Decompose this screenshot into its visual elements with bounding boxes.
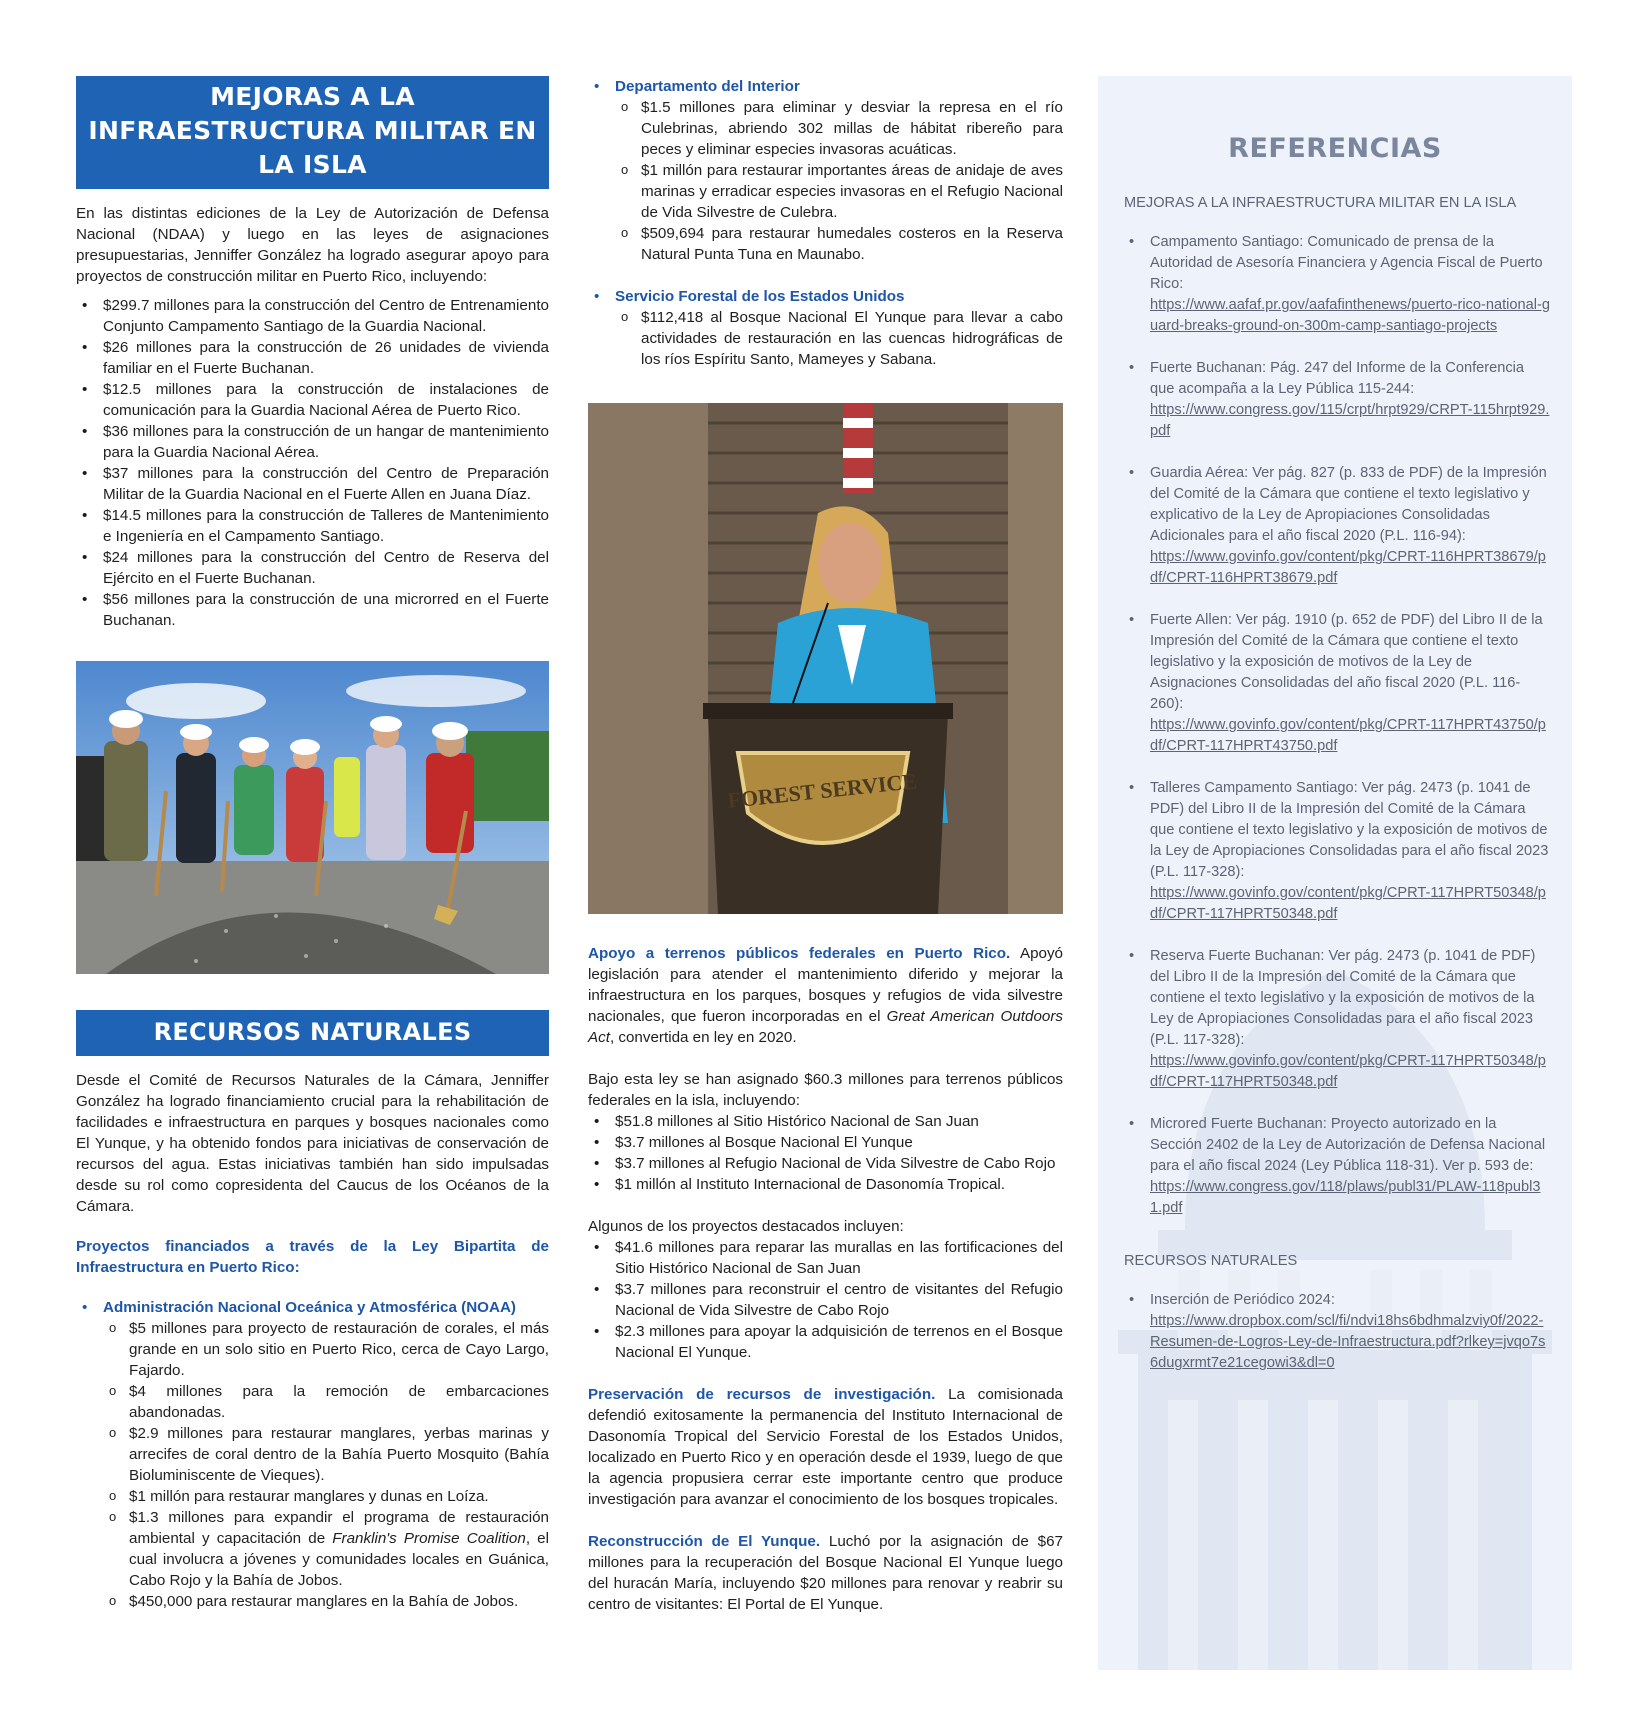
reference-item — [1124, 1114, 1550, 1219]
forest-label: Servicio Forestal de los Estados Unidos — [615, 288, 905, 305]
reference-link[interactable]: https://www.congress.gov/118/plaws/publ31/PLAW-118publ31.pdf — [1150, 1179, 1541, 1216]
references-content — [1098, 133, 1572, 1374]
reference-link[interactable]: https://www.aafaf.pr.gov/aafafinthenews/puerto-rico-national-guard-breaks-ground-on-300m-camp-santiago-projects — [1150, 297, 1550, 334]
list-item: • $299.7 millones para la construcción del Centro de Entrenamiento Conjunto Campamento Santiago de la Guardia Nacional. — [76, 295, 549, 337]
reference-text: Talleres Campamento Santiago: Ver pág. 2473 (p. 1041 de PDF) del Libro II de la Impresión del Comité de la Cámara que contiene el texto legislativo y la exposición de motivos de la Ley de Apropiaciones Consolidadas para el año fiscal 2023 (P.L. 117-328): — [1150, 780, 1549, 880]
list-item: • $24 millones para la construcción del Centro de Reserva del Ejército en el Fuerte Buchanan. — [76, 547, 549, 589]
list-item: o $450,000 para restaurar manglares en la Bahía de Jobos. — [103, 1591, 549, 1612]
reference-item — [1124, 358, 1550, 442]
reference-text: Reserva Fuerte Buchanan: Ver pág. 2473 (p. 1041 de PDF) del Libro II de la Impresión del Comité de la Cámara que contiene el texto legislativo y la exposición de motivos de la Ley de Apropiaciones Consolidadas para el año fiscal 2023 (P.L. 117-328): — [1150, 948, 1536, 1048]
interior-label: Departamento del Interior — [615, 78, 800, 95]
reference-text: Fuerte Buchanan: Pág. 247 del Informe de la Conferencia que acompaña a la Ley Pública 115-244: — [1150, 360, 1525, 397]
reference-item — [1124, 946, 1550, 1093]
lands-text1: Apoyó legislación para atender el mantenimiento diferido y mejorar la infraestructura en los parques, bosques y refugios de vida silvestre nacionales, que fueron incorporadas en el — [588, 945, 1064, 1025]
references-natural-heading: RECURSOS NATURALES — [1124, 1253, 1298, 1269]
natural-intro: Desde el Comité de Recursos Naturales de la Cámara, Jenniffer González ha logrado financiamiento crucial para la rehabilitación de facilidades e infraestructura en parques y bosques nacionales como El Yunque, y ha obtenido fondos para iniciativas de conservación de recursos del agua. Estas iniciativas también han sido impulsadas desde su rol como copresidenta del Caucus de los Océanos de la Cámara. — [76, 1072, 549, 1215]
podium-photo-illustration — [588, 403, 1063, 914]
references-infra-heading: MEJORAS A LA INFRAESTRUCTURA MILITAR EN LA ISLA — [1124, 195, 1517, 211]
reference-link[interactable]: https://www.govinfo.gov/content/pkg/CPRT-117HPRT43750/pdf/CPRT-117HPRT43750.pdf — [1150, 717, 1546, 754]
forest-service-shield: FOREST SERVICE — [726, 768, 919, 813]
yunque-lead: Reconstrucción de El Yunque. — [588, 1533, 821, 1550]
featured-paragraph: Algunos de los proyectos destacados incluyen: — [588, 1218, 904, 1235]
reference-link[interactable]: https://www.govinfo.gov/content/pkg/CPRT-117HPRT50348/pdf/CPRT-117HPRT50348.pdf — [1150, 885, 1546, 922]
list-item: • $3.7 millones para reconstruir el centro de visitantes del Refugio Nacional de Vida Silvestre de Cabo Rojo — [588, 1279, 1063, 1321]
research-text: La comisionada defendió exitosamente la permanencia del Instituto Internacional de Dasonomía Tropical del Servicio Forestal de los Estados Unidos, localizado en Puerto Rico y en operación desde el 1939, luego de que la agencia propusiera cerrar este importante centro que produce investigación para avanzar el conocimiento de los bosques tropicales. — [588, 1386, 1063, 1508]
list-item: • $56 millones para la construcción de una microrred en el Fuerte Buchanan. — [76, 589, 549, 631]
reference-link[interactable]: https://www.govinfo.gov/content/pkg/CPRT-116HPRT38679/pdf/CPRT-116HPRT38679.pdf — [1150, 549, 1546, 586]
groundbreaking-photo — [76, 661, 549, 974]
natural-heading: RECURSOS NATURALES — [76, 1010, 549, 1056]
noaa-label: Administración Nacional Oceánica y Atmosférica (NOAA) — [103, 1299, 516, 1316]
lands-text2: , convertida en ley en 2020. — [609, 1029, 797, 1046]
list-item — [588, 76, 1063, 265]
references-title: REFERENCIAS — [1228, 133, 1442, 164]
reference-item — [1124, 1290, 1550, 1374]
assigned-list — [588, 1111, 1063, 1195]
lands-paragraph — [588, 943, 1063, 1048]
forest-sublist — [615, 307, 1063, 370]
noaa-sublist — [103, 1318, 549, 1612]
list-item — [76, 1297, 549, 1612]
list-item: • $2.3 millones para apoyar la adquisición de terrenos en el Bosque Nacional El Yunque. — [588, 1321, 1063, 1363]
reference-item — [1124, 232, 1550, 337]
list-item: o $1 millón para restaurar manglares y dunas en Loíza. — [103, 1486, 549, 1507]
reference-text: Fuerte Allen: Ver pág. 1910 (p. 652 de PDF) del Libro II de la Impresión del Comité de la Cámara que contiene el texto legislativo y la exposición de motivos de la Ley de Asignaciones Consolidadas del año fiscal 2020 (P.L. 116-260): — [1150, 612, 1543, 712]
assigned-paragraph: Bajo esta ley se han asignado $60.3 millones para terrenos públicos federales en la isla, incluyendo: — [588, 1071, 1063, 1109]
list-item: • $14.5 millones para la construcción de Talleres de Mantenimiento e Ingeniería en el Campamento Santiago. — [76, 505, 549, 547]
reference-link[interactable]: https://www.congress.gov/115/crpt/hrpt929/CRPT-115hrpt929.pdf — [1150, 402, 1550, 439]
lands-italic: Great American Outdoors Act — [588, 1008, 1063, 1046]
reference-link[interactable]: https://www.dropbox.com/scl/fi/ndvi18hs6bdhmalzviy0f/2022-Resumen-de-Logros-Ley-de-Infraestructura.pdf?rlkey=jvqo7s6dugxrmt7e21cegowi3&dl=0 — [1150, 1313, 1546, 1371]
infra-intro: En las distintas ediciones de la Ley de Autorización de Defensa Nacional (NDAA) y luego en las leyes de asignaciones presupuestarias, Jenniffer González ha logrado asegurar apoyo para proyectos de construcción militar en Puerto Rico, incluyendo: — [76, 205, 549, 285]
franklin-text: $1.3 millones para expandir el programa de restauración ambiental y capacitación de — [129, 1509, 549, 1547]
list-item: o $5 millones para proyecto de restauración de corales, el más grande en un solo sitio en Puerto Rico, cerca de Cayo Largo, Fajardo. — [103, 1318, 549, 1381]
list-item: o $4 millones para la remoción de embarcaciones abandonadas. — [103, 1381, 549, 1423]
franklin-tail: , el cual involucra a jóvenes y comunidades locales en Guánica, Cabo Rojo y la Bahía de Jobos. — [129, 1530, 549, 1589]
featured-list — [588, 1237, 1063, 1363]
reference-text: Guardia Aérea: Ver pág. 827 (p. 833 de PDF) de la Impresión del Comité de la Cámara que contiene el texto legislativo y explicativo de la Ley de Apropiaciones Consolidadas Adicionales para el año fiscal 2020 (P.L. 116-94): — [1150, 465, 1547, 544]
reference-text: Inserción de Periódico 2024: — [1150, 1292, 1335, 1308]
list-item: • $37 millones para la construcción del Centro de Preparación Militar de la Guardia Nacional en el Fuerte Allen en Juana Díaz. — [76, 463, 549, 505]
list-item: • $3.7 millones al Refugio Nacional de Vida Silvestre de Cabo Rojo — [588, 1153, 1063, 1174]
column-left — [76, 76, 549, 1612]
list-item: • $26 millones para la construcción de 26 unidades de vivienda familiar en el Fuerte Buchanan. — [76, 337, 549, 379]
list-item: • $3.7 millones al Bosque Nacional El Yunque — [588, 1132, 1063, 1153]
list-item: o $1.5 millones para eliminar y desviar la represa en el río Culebrinas, abriendo 302 millas de hábitat ribereño para peces y eliminar especies invasoras acuáticas. — [615, 97, 1063, 160]
references-panel — [1098, 76, 1572, 1670]
list-item: o $112,418 al Bosque Nacional El Yunque para llevar a cabo actividades de restauración en las cuencas hidrográficas de los ríos Espíritu Santo, Mameyes y Sabana. — [615, 307, 1063, 370]
list-item: • $1 millón al Instituto Internacional de Dasonomía Tropical. — [588, 1174, 1063, 1195]
list-item: • $36 millones para la construcción de un hangar de mantenimiento para la Guardia Nacional Aérea. — [76, 421, 549, 463]
interior-sublist — [615, 97, 1063, 265]
research-lead: Preservación de recursos de investigación. — [588, 1386, 936, 1403]
list-item: o $1 millón para restaurar importantes áreas de anidaje de aves marinas y erradicar especies invasoras en el Refugio Nacional de Vida Silvestre de Culebra. — [615, 160, 1063, 223]
yunque-paragraph — [588, 1531, 1063, 1615]
reference-item — [1124, 610, 1550, 757]
yunque-text: Luchó por la asignación de $67 millones para la recuperación del Bosque Nacional El Yunque luego del huracán María, incluyendo $20 millones para renovar y reabrir su centro de visitantes: El Portal de El Yunque. — [588, 1533, 1063, 1613]
lands-lead: Apoyo a terrenos públicos federales en Puerto Rico. — [588, 945, 1011, 962]
forest-list — [588, 286, 1063, 370]
reference-item — [1124, 778, 1550, 925]
reference-text: Microred Fuerte Buchanan: Proyecto autorizado en la Sección 2402 de la Ley de Autorización de Defensa Nacional para el año fiscal 2024 (Ley Pública 118-31). Ver p. 593 de: — [1150, 1116, 1546, 1174]
podium-photo — [588, 403, 1063, 914]
reference-item — [1124, 463, 1550, 589]
list-item: • $51.8 millones al Sitio Histórico Nacional de San Juan — [588, 1111, 1063, 1132]
infra-heading: MEJORAS A LA INFRAESTRUCTURA MILITAR EN LA ISLA — [76, 76, 549, 189]
noaa-list — [76, 1297, 549, 1612]
reference-text: Campamento Santiago: Comunicado de prensa de la Autoridad de Asesoría Financiera y Agencia Fiscal de Puerto Rico: — [1150, 234, 1543, 292]
list-item — [103, 1507, 549, 1591]
column-middle — [588, 76, 1063, 1615]
list-item: • $41.6 millones para reparar las murallas en las fortificaciones del Sitio Histórico Nacional de San Juan — [588, 1237, 1063, 1279]
list-item: o $509,694 para restaurar humedales costeros en la Reserva Natural Punta Tuna en Maunabo. — [615, 223, 1063, 265]
list-item: o $2.9 millones para restaurar manglares, yerbas marinas y arrecifes de coral dentro de la Bahía Puerto Mosquito (Bahía Bioluminiscente de Vieques). — [103, 1423, 549, 1486]
references-natural-list — [1124, 1290, 1550, 1374]
list-item: • $12.5 millones para la construcción de instalaciones de comunicación para la Guardia Nacional Aérea de Puerto Rico. — [76, 379, 549, 421]
list-item — [588, 286, 1063, 370]
groundbreaking-photo-illustration — [76, 661, 549, 974]
research-paragraph — [588, 1384, 1063, 1510]
references-infra-list — [1124, 232, 1550, 1219]
franklin-italic: Franklin's Promise Coalition — [332, 1530, 526, 1547]
infra-list — [76, 295, 549, 631]
projects-heading: Proyectos financiados a través de la Ley Bipartita de Infraestructura en Puerto Rico: — [76, 1238, 549, 1276]
interior-list — [588, 76, 1063, 265]
reference-link[interactable]: https://www.govinfo.gov/content/pkg/CPRT-117HPRT50348/pdf/CPRT-117HPRT50348.pdf — [1150, 1053, 1546, 1090]
